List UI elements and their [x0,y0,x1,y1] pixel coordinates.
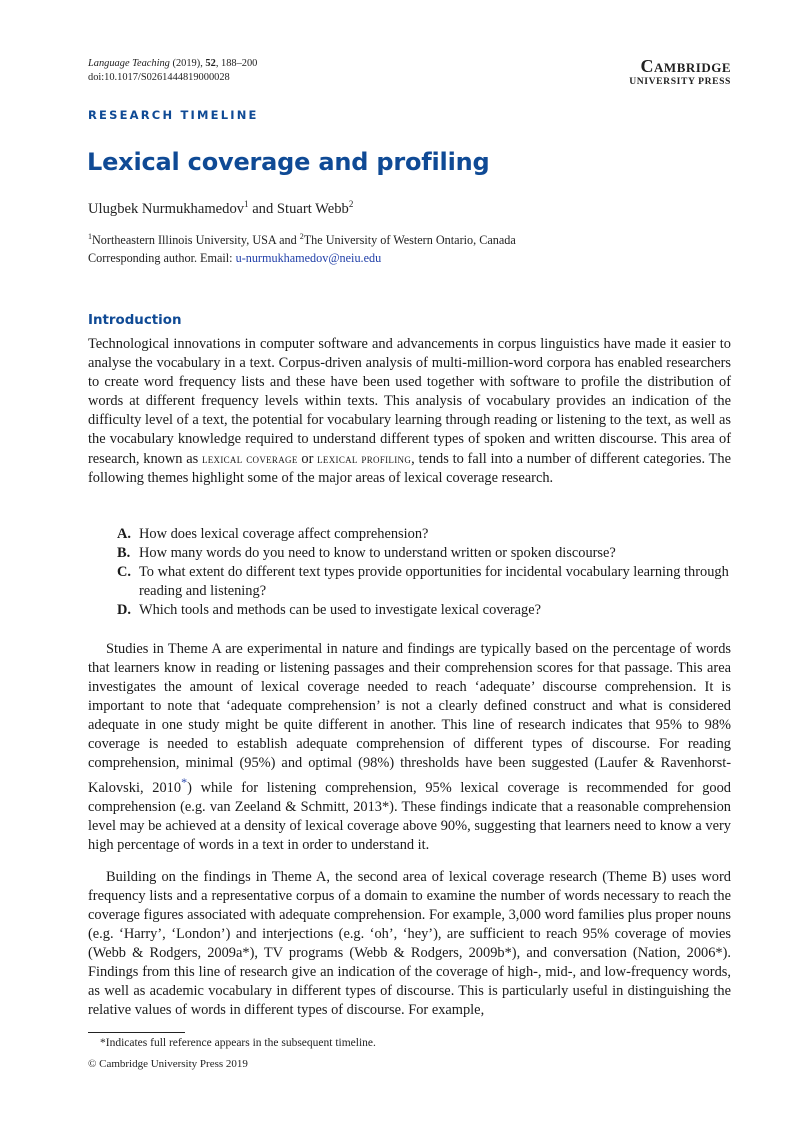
article-title: Lexical coverage and profiling [87,148,490,176]
paragraph-text: , tends to fall into a number of different categories. The following themes highlight some of the major areas of lexical coverage research. [88,451,731,486]
theme-text: How many words do you need to know to understand written or spoken discourse? [139,545,616,561]
theme-text: To what extent do different text types provide opportunities for incidental vocabulary learning through reading and listening? [139,564,729,599]
doi: doi:10.1017/S0261444819000028 [88,72,230,83]
affiliation-text: Northeastern Illinois University, USA and [92,233,300,248]
publisher-logo-line2: UNIVERSITY PRESS [629,76,731,87]
corresponding-label: Corresponding author. Email: [88,251,236,266]
theme-item [117,544,731,563]
theme-letter: A. [117,526,131,542]
author-list [88,199,353,218]
theme-a-paragraph [88,640,731,855]
footnote-divider [88,1032,185,1033]
intro-paragraph [88,335,731,488]
publisher-logo [603,57,731,87]
email-link[interactable]: u-nurmukhamedov@neiu.edu [235,251,382,266]
theme-item [117,563,731,601]
publisher-logo-line1: Cambridge [640,56,731,76]
paragraph-text: Studies in Theme A are experimental in nature and findings are typically based on the percentage of words that learners know in reading or listening passages and their comprehension scores for that passage. This area investigates the amount of lexical coverage needed to reach ‘adequate’ discourse comprehension. It is important to note that ‘adequate comprehension’ is not a clearly defined construct and what is considered adequate in one study might be quite different in another. This line of research indicates that 95% to 98% coverage is needed to establish adequate comprehension of different types of discourse. For reading comprehension, minimal (95%) and optimal (98%) thresholds have been suggested (Laufer & Ravenhorst-Kalovski, 2010 [88,641,731,796]
author-name: Ulugbek Nurmukhamedov [88,200,245,217]
affiliation-text: The University of Western Ontario, Canada [303,233,516,248]
term-lexical-profiling: lexical profiling [317,451,412,466]
paragraph-text: Technological innovations in computer software and advancements in corpus linguistics have made it easier to analyse the vocabulary in a text. Corpus-driven analysis of multi-million-word corpora has enabled researchers to create word frequency lists and these have been used together with software to profile the distribution of words at different frequency levels within texts. This analysis of vocabulary provides an indication of the difficulty level of a text, the potential for vocabulary learning through reading or listening to the text, as well as the vocabulary knowledge required to understand different types of spoken and written discourse. This area of research, known as [88,336,731,467]
themes-list [117,525,731,620]
journal-volume: 52 [205,58,216,69]
theme-letter: D. [117,602,131,618]
theme-item [117,601,731,620]
theme-text: How does lexical coverage affect comprehension? [139,526,429,542]
author-name: Stuart Webb [276,200,349,217]
journal-citation [88,57,257,85]
author-affiliation-marker: 1 [244,199,249,209]
article-type-label: RESEARCH TIMELINE [88,108,259,122]
journal-name: Language Teaching [88,58,170,69]
footnote: *Indicates full reference appears in the subsequent timeline. [100,1037,376,1049]
theme-text: Which tools and methods can be used to investigate lexical coverage? [139,602,541,618]
affiliations [88,228,516,267]
reference-marker-link[interactable]: * [181,775,188,789]
copyright: © Cambridge University Press 2019 [88,1058,248,1070]
journal-year: (2019), [172,58,203,69]
affiliation-marker: 2 [299,232,304,241]
author-conjunction: and [248,200,277,217]
theme-b-paragraph: Building on the findings in Theme A, the second area of lexical coverage research (Theme B) uses word frequency lists and a representative corpus of a domain to examine the number of words necessary to reach the coverage figures associated with adequate comprehension. For example, 3,000 word families plus proper nouns (e.g. ‘Harry’, ‘London’) and interjections (e.g. ‘oh’, ‘hey’), are sufficient to reach 95% coverage of movies (Webb & Rodgers, 2009a*), TV programs (Webb & Rodgers, 2009b*), and conversation (Nation, 2006*). Findings from this line of research give an indication of the coverage of high-, mid-, and low-frequency words, as well as academic vocabulary in different types of discourse. This is particularly useful in distinguishing the relative values of words in different types of discourse. For example, [88,869,731,1018]
paragraph-text: ) while for listening comprehension, 95% lexical coverage is recommended for good comprehension (e.g. van Zeeland & Schmitt, 2013*). These findings indicate that a reasonable comprehension level may be achieved at a density of lexical coverage above 90%, suggesting that learners need to know a very high percentage of words in a text in order to understand it. [88,779,731,853]
theme-item [117,525,731,544]
section-heading: Introduction [88,313,182,328]
author-affiliation-marker: 2 [348,199,354,209]
journal-pages: , 188–200 [215,58,258,69]
theme-letter: C. [117,564,131,580]
term-lexical-coverage: lexical coverage [201,451,298,466]
theme-letter: B. [117,545,131,561]
affiliation-marker: 1 [88,232,92,241]
paragraph-text: or [297,451,318,467]
